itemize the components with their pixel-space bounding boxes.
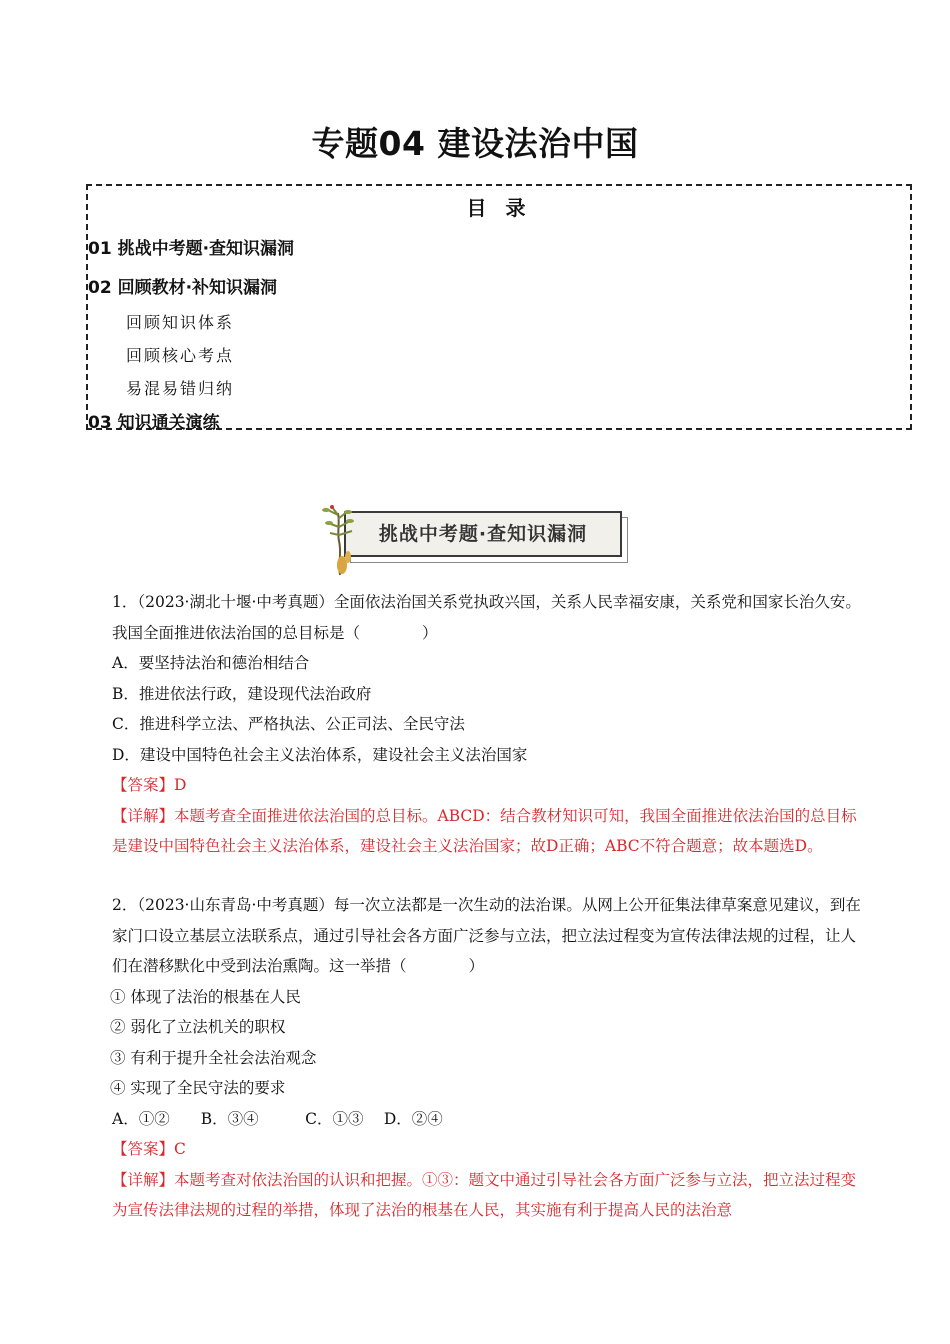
toc-heading: 目 录 bbox=[466, 196, 532, 220]
answer-label: 【答案】C bbox=[112, 1140, 186, 1158]
question-2 bbox=[112, 890, 864, 1226]
toc-item-section-03[interactable]: 03 知识通关演练 bbox=[88, 413, 220, 433]
option-d: D．建设中国特色社会主义法治体系，建设社会主义法治国家 bbox=[112, 745, 528, 764]
statement-3: ③ 有利于提升全社会法治观念 bbox=[110, 1048, 317, 1067]
page-title: 专题04 建设法治中国 bbox=[311, 124, 639, 163]
question-1 bbox=[112, 587, 864, 862]
banner-label: 挑战中考题·查知识漏洞 bbox=[378, 523, 588, 545]
option-b: B．推进依法行政，建设现代法治政府 bbox=[112, 684, 372, 703]
option-c: C．推进科学立法、严格执法、公正司法、全民守法 bbox=[112, 715, 465, 733]
statement-1: ① 体现了法治的根基在人民 bbox=[110, 987, 301, 1006]
options-line: A．①② B．③④ C．①③ D．②④ bbox=[112, 1109, 443, 1128]
answer-label: 【答案】D bbox=[112, 776, 187, 794]
option-a: A．要坚持法治和德治相结合 bbox=[112, 654, 310, 672]
statement-4: ④ 实现了全民守法的要求 bbox=[110, 1079, 286, 1097]
section-banner bbox=[318, 505, 632, 575]
toc-item-common-mistakes[interactable]: 易混易错归纳 bbox=[126, 379, 235, 398]
ginseng-plant-icon bbox=[318, 505, 362, 577]
answer-detail: 【详解】本题考查全面推进依法治国的总目标。ABCD：结合教材知识可知，我国全面推进依法治国的总目标是建设中国特色社会主义法治体系，建设社会主义法治国家；故D正确；ABC不符合题意；故本题选D。 bbox=[112, 806, 857, 855]
toc-item-section-02[interactable]: 02 回顾教材·补知识漏洞 bbox=[88, 278, 278, 298]
answer-detail: 【详解】本题考查对依法治国的认识和把握。①③：题文中通过引导社会各方面广泛参与立法，把立法过程变为宣传法律法规的过程的举措，体现了法治的根基在人民，其实施有利于提高人民的法治意 bbox=[112, 1170, 857, 1219]
toc-item-core-points[interactable]: 回顾核心考点 bbox=[126, 346, 235, 365]
question-stem: 1．（2023·湖北十堰·中考真题）全面依法治国关系党执政兴国，关系人民幸福安康，关系党和国家长治久安。我国全面推进依法治国的总目标是（ ） bbox=[112, 593, 861, 642]
toc-item-knowledge-system[interactable]: 回顾知识体系 bbox=[126, 313, 235, 332]
statement-2: ② 弱化了立法机关的职权 bbox=[110, 1018, 286, 1036]
question-stem: 2．（2023·山东青岛·中考真题）每一次立法都是一次生动的法治课。从网上公开征集法律草案意见建议，到在家门口设立基层立法联系点，通过引导社会各方面广泛参与立法，把立法过程变为宣传法律法规的过程，让人们在潜移默化中受到法治熏陶。这一举措（ ） bbox=[112, 896, 861, 975]
toc-item-section-01[interactable]: 01 挑战中考题·查知识漏洞 bbox=[88, 239, 295, 259]
table-of-contents bbox=[86, 184, 912, 433]
